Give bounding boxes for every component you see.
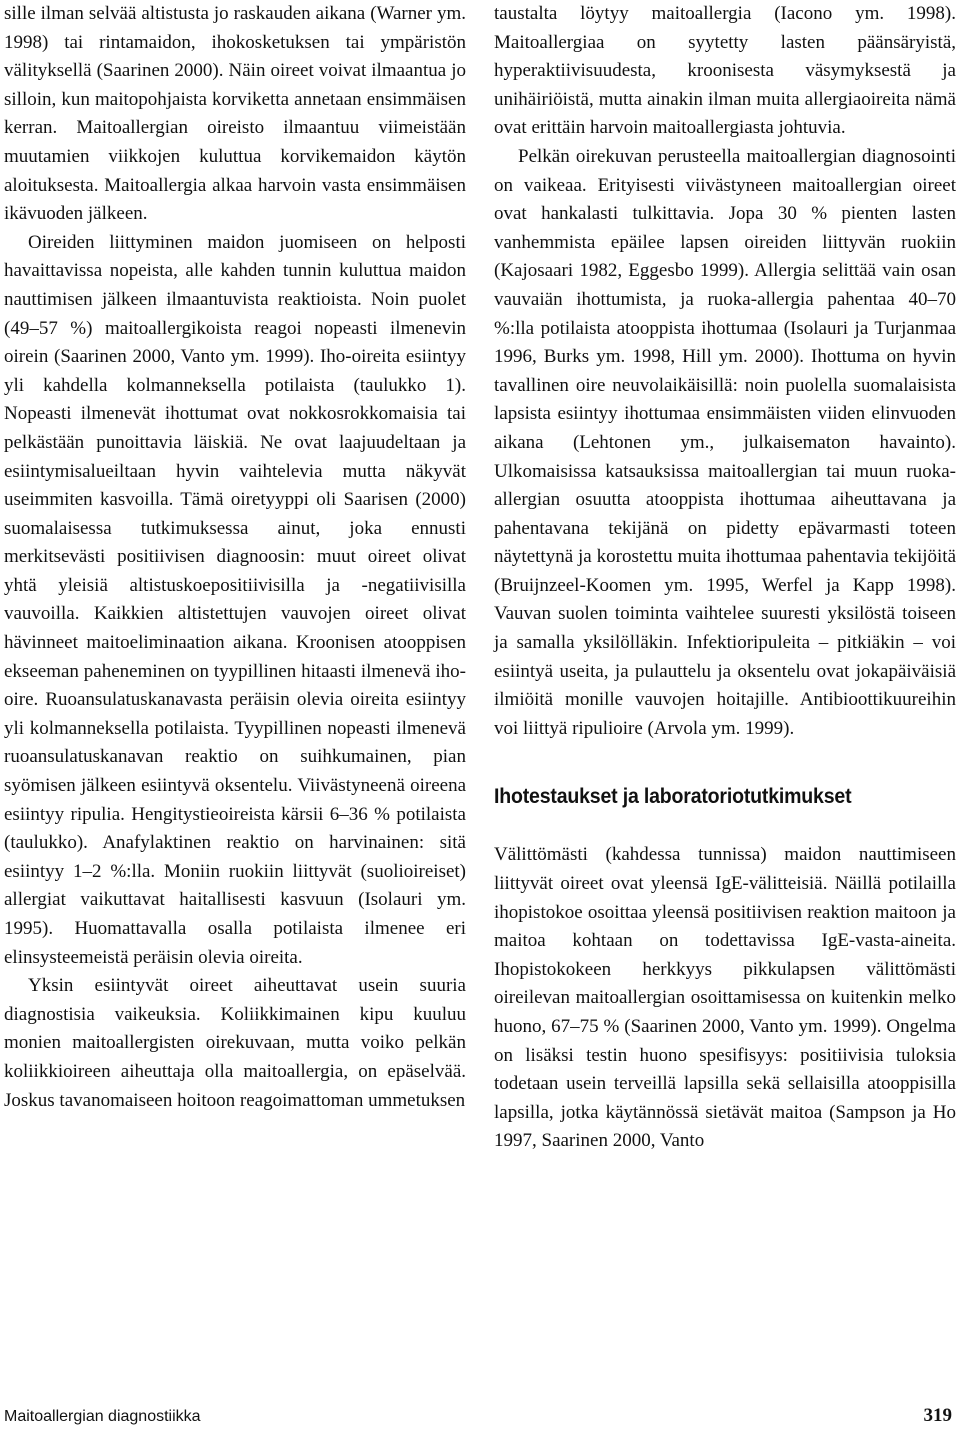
section-heading: Ihotestaukset ja laboratoriotutkimukset (494, 785, 852, 809)
right-column (494, 0, 956, 1156)
paragraph: Yksin esiintyvät oireet aiheuttavat usein suuria diagnostisia vaikeuksia. Koliikkimainen kipu kuuluu monien maitoallergisten oirekuvaan, mutta voiko pelkän koliikkioireen aiheuttaja olla maitoallergia, on epäselvää. Joskus tavanomaiseen hoitoon reagoimattoman ummetuksen (4, 975, 466, 1111)
left-column (4, 0, 466, 1115)
paragraph: taustalta löytyy maitoallergia (Iacono ym. 1998). Maitoallergiaa on syytetty lasten päänsäryistä, hyperaktiivisuudesta, kroonisesta väsymyksestä ja unihäiriöistä, mutta ainakin ilman muita allergiaoireita nämä ovat erittäin harvoin maitoallergiasta johtuvia. (494, 3, 956, 139)
paragraph: Oireiden liittyminen maidon juomiseen on helposti havaittavissa nopeista, alle kahden tunnin kuluttua maidon nauttimisen jälkeen ilmaantuvista reaktioista. Noin puolet (49–57 %) maitoallergikoista reagoi nopeasti ilmenevin oirein (Saarinen 2000, Vanto ym. 1999). Iho-oireita esiintyy yli kahdella kolmanneksella potilaista (taulukko 1). Nopeasti ilmenevät ihottumat ovat nokkosrokkomaisia tai pelkästään punoittavia läiskiä. Ne ovat laajuudeltaan ja esiintymisalueiltaan hyvin vaihtelevia mutta näkyvät useimmiten kasvoilla. Tämä oiretyyppi oli Saarisen (2000) suomalaisessa tutkimuksessa ainut, joka ennusti merkitsevästi positiivisen diagnoosin: muut oireet olivat yhtä yleisiä altistuskoepositiivisilla ja -negatiivisilla vauvoilla. Kaikkien altistettujen vauvojen oireet olivat hävinneet maitoeliminaation aikana. Kroonisen atooppisen ekseeman paheneminen on tyypillinen hitaasti ilmenevä iho-oire. Ruoansulatuskanavasta peräisin olevia oireita esiintyy yli kolmanneksella potilaista. Tyypillinen nopeasti ilmenevä ruoansulatuskanavan reaktio on suihkumainen, pian syömisen jälkeen esiintyvä oksentelu. Viivästyneenä oireena esiintyy ripulia. Hengitystieoireista kärsii 6–36 % potilaista (taulukko). Anafylaktinen reaktio on harvinainen: sitä esiintyy 1–2 %:lla. Moniin ruokiin liittyvät (suolioireiset) allergiat vaikuttavat haitallisesti kasvuun (Isolauri ym. 1995). Huomattavalla osalla potilaista ilmenee eri elinsysteemeistä peräisin olevia oireita. (4, 231, 466, 968)
paragraph: sille ilman selvää altistusta jo raskauden aikana (Warner ym. 1998) tai rintamaidon, ihokosketuksen tai ympäristön välityksellä (Saarinen 2000). Näin oireet voivat ilmaantua jo silloin, kun maitopohjaista korviketta annetaan ensimmäisen kerran. Maitoallergian oireisto ilmaantuu viimeistään muutamien viikkojen kuluttua korvikemaidon käytön aloituksesta. Maitoallergia alkaa harvoin vasta ensimmäisen ikävuoden jälkeen. (4, 3, 466, 225)
paragraph: Pelkän oirekuvan perusteella maitoallergian diagnosointi on vaikeaa. Erityisesti viivästyneen maitoallergian oireet ovat hankalasti tulkittavia. Jopa 30 % pienten lasten vanhemmista epäilee lapsen oireiden liittyvän ruokiin (Kajosaari 1982, Eggesbo 1999). Allergia selittää vain osan vauvaiän ihottumista, ja ruoka-allergia pahentaa 40–70 %:lla potilaista atooppista ihottumaa (Isolauri ja Turjanmaa 1996, Burks ym. 1998, Hill ym. 2000). Ihottuma on hyvin tavallinen oire neuvolaikäisillä: noin puolella suomalaisista lapsista esiintyy ihottumaa ensimmäisten viiden elinvuoden aikana (Lehtonen ym., julkaisematon havainto). Ulkomaisissa katsauksissa maitoallergian tai muun ruoka-allergian osuutta atooppista ihottumaa aiheuttavana ja pahentavana tekijänä on pidetty epävarmasti toteen näytettynä ja korostettu muita ihottumaa pahentavia tekijöitä (Bruijnzeel-Koomen ym. 1995, Werfel ja Kapp 1998). Vauvan suolen toiminta vaihtelee suuresti yksilöstä toiseen ja samalla yksilölläkin. Infektioripuleita – pitkiäkin – voi esiintyä useita, ja pulauttelu ja oksentelu ovat jokapäiväisiä ilmiöitä monille vauvojen hoitajille. Antibioottikuureihin voi liittyä ripulioire (Arvola ym. 1999). (494, 145, 956, 739)
paragraph: Välittömästi (kahdessa tunnissa) maidon nauttimiseen liittyvät oireet ovat yleensä IgE-välitteisiä. Näillä potilailla ihopistokoe osoittaa yleensä positiivisen reaktion maitoon ja maitoa kohtaan on todettavissa IgE-vasta-aineita. Ihopistokokeen herkkyys pikkulapsen välittömästi oireilevan maitoallergian osoittamisessa on kuitenkin melko huono, 67–75 % (Saarinen 2000, Vanto ym. 1999). Ongelma on lisäksi testin huono spesifisyys: positiivisia tuloksia todetaan usein terveillä lapsilla sekä sellaisilla atooppisilla lapsilla, jotka käytännössä sietävät maitoa (Sampson ja Ho 1997, Saarinen 2000, Vanto (494, 844, 956, 1152)
running-footer-title: Maitoallergian diagnostiikka (4, 1408, 201, 1425)
page-number: 319 (923, 1405, 952, 1426)
